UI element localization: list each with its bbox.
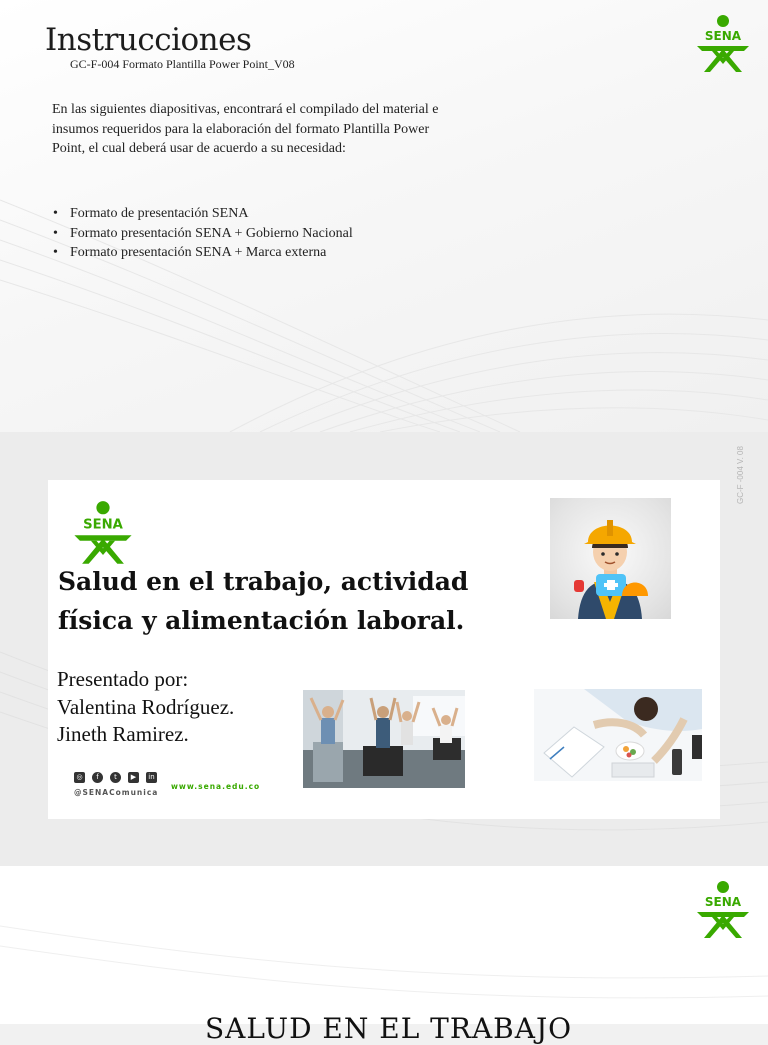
sena-logo [692,880,754,940]
desk-meal-photo [534,689,702,781]
office-exercise-photo [303,690,465,788]
list-item: • Formato presentación SENA + Marca externa [52,243,353,263]
vertical-code: GC-F -004 V. 08 [736,446,745,504]
template-code: GC-F-004 Formato Plantilla Power Point_V08 [70,57,295,71]
presented-label: Presentado por: [57,667,189,691]
slide-instructions [0,0,768,432]
sena-logo [692,14,754,74]
sena-logo-text: SENA [704,895,742,909]
facebook-icon: f [92,772,103,783]
youtube-icon: ▶ [128,772,139,783]
format-list [52,204,353,263]
instructions-paragraph: En las siguientes diapositivas, encontrará el compilado del material e insumos requeridos para la elaboración del formato Plantilla Power Point, el cual deberá usar de acuerdo a su necesidad: [52,102,439,156]
social-handle: @SENAComunica [74,788,159,797]
slide-section [0,866,768,1024]
linkedin-icon: in [146,772,157,783]
worker-illustration [550,498,671,619]
social-icons [74,772,157,783]
author-name: Valentina Rodríguez. [57,694,235,719]
slide-title: Instrucciones [45,22,252,58]
background-waves [0,866,768,1024]
list-item: • Formato de presentación SENA [52,204,353,224]
website-url: www.sena.edu.co [171,782,261,791]
sena-logo-text: SENA [83,517,123,533]
sena-logo-text: SENA [704,29,742,43]
list-item: • Formato presentación SENA + Gobierno Nacional [52,224,353,244]
section-title: SALUD EN EL TRABAJO [205,1012,573,1045]
sena-logo [68,500,138,566]
instagram-icon: ◎ [74,772,85,783]
presenters [57,666,234,749]
author-name: Jineth Ramirez. [57,722,189,746]
twitter-icon: t [110,772,121,783]
presentation-title: Salud en el trabajo, actividad física y alimentación laboral. [58,567,469,635]
